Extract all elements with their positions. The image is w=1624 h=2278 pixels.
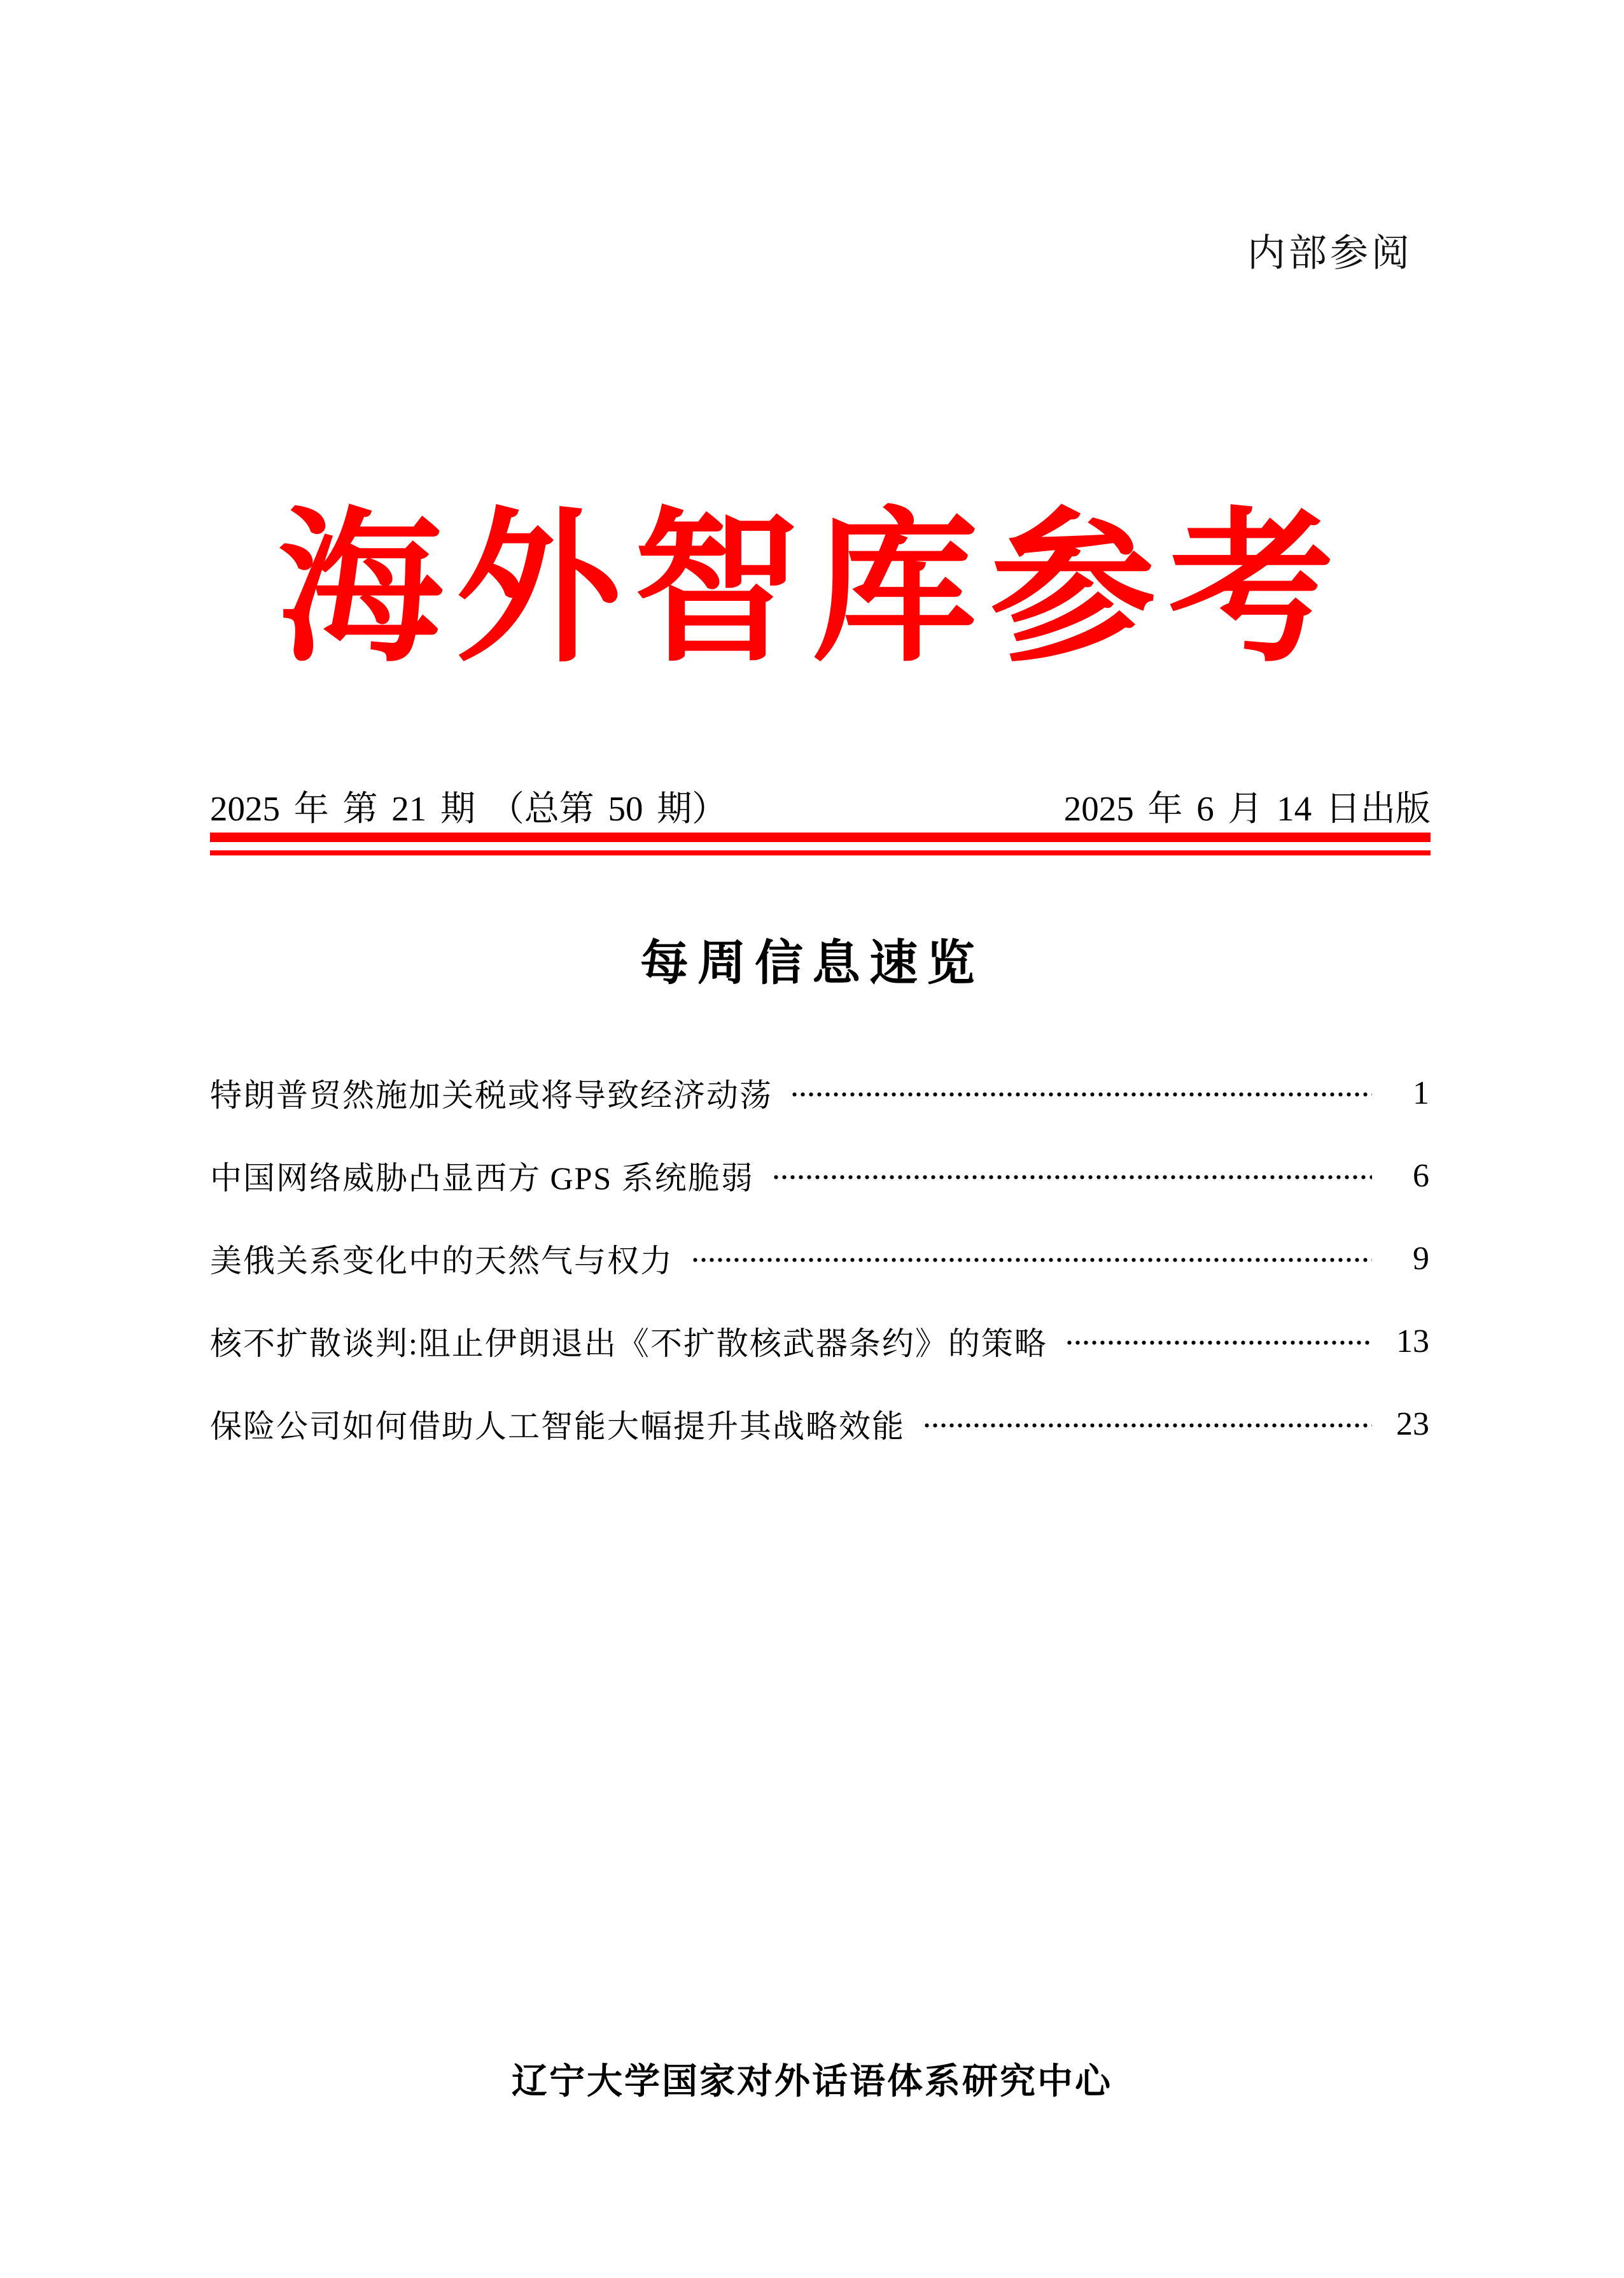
divider-rule-thick — [210, 833, 1431, 842]
table-of-contents — [210, 1051, 1429, 1465]
toc-item-title: 保险公司如何借助人工智能大幅提升其战略效能 — [210, 1409, 905, 1444]
toc-leader-dots — [790, 1092, 1372, 1097]
toc-page-number: 23 — [1396, 1405, 1429, 1442]
toc-page-number: 13 — [1396, 1323, 1429, 1360]
masthead-title: 海外智库参考 — [277, 498, 1347, 682]
toc-page-number: 9 — [1413, 1240, 1429, 1277]
toc-page-number: 6 — [1413, 1157, 1429, 1194]
publish-date-text: 2025 年 6 月 14 日出版 — [1063, 789, 1431, 828]
toc-item — [210, 1051, 1429, 1134]
divider-rule-thin — [210, 850, 1431, 855]
toc-leader-dots — [923, 1423, 1372, 1428]
toc-item — [210, 1300, 1429, 1382]
toc-item — [210, 1217, 1429, 1300]
issue-row — [210, 780, 1431, 831]
footer-organization: 辽宁大学国家对外话语体系研究中心 — [512, 2061, 1112, 2101]
confidential-label: 内部参阅 — [1247, 232, 1413, 274]
toc-leader-dots — [772, 1175, 1372, 1179]
section-title: 每周信息速览 — [640, 936, 984, 990]
toc-page-number: 1 — [1413, 1074, 1429, 1111]
toc-item-title: 中国网络威胁凸显西方 GPS 系统脆弱 — [210, 1160, 754, 1196]
toc-leader-dots — [691, 1258, 1372, 1262]
toc-leader-dots — [1065, 1340, 1372, 1345]
toc-item-title: 特朗普贸然施加关税或将导致经济动荡 — [210, 1078, 773, 1113]
toc-item — [210, 1134, 1429, 1217]
toc-item — [210, 1382, 1429, 1465]
toc-item-title: 核不扩散谈判:阻止伊朗退出《不扩散核武器条约》的策略 — [210, 1326, 1047, 1361]
toc-item-title: 美俄关系变化中的天然气与权力 — [210, 1243, 673, 1279]
issue-number-text: 2025 年 第 21 期 （总第 50 期） — [210, 789, 727, 828]
